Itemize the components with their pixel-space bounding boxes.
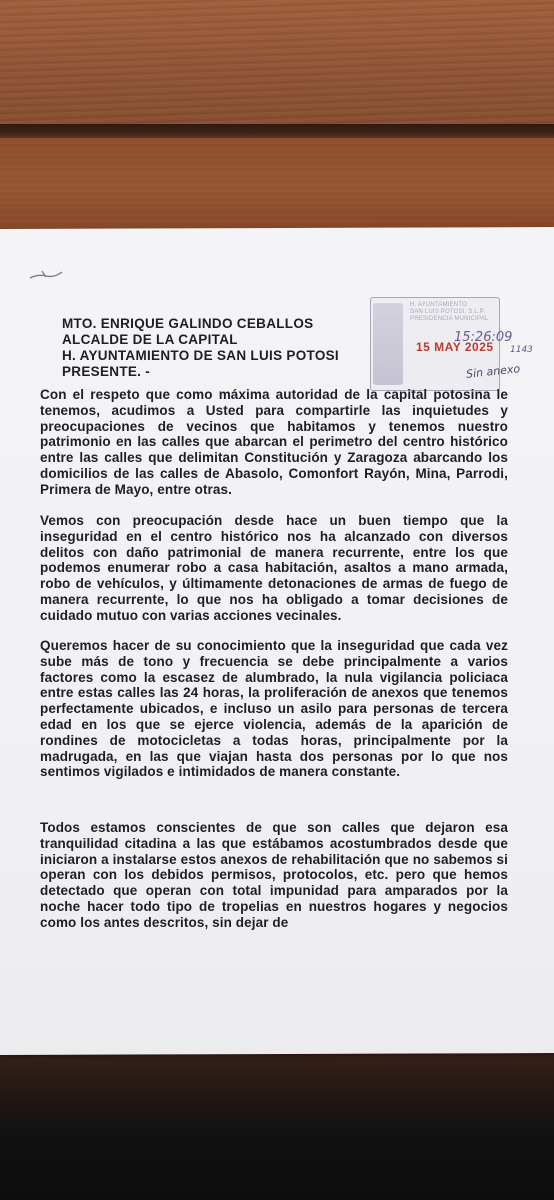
stamp-handwritten-number: 15:26:09: [454, 330, 513, 345]
stamp-header-line: H. AYUNTAMIENTO: [410, 302, 468, 308]
addressee-presente: PRESENTE. -: [62, 364, 151, 379]
seal-icon: [373, 303, 403, 385]
addressee-title: ALCALDE DE LA CAPITAL: [62, 332, 238, 347]
pen-mark-icon: [28, 268, 64, 282]
stamp-handwritten-note: Sin anexo: [465, 362, 521, 381]
addressee-institution: H. AYUNTAMIENTO DE SAN LUIS POTOSI: [62, 348, 339, 363]
table-edge: [0, 124, 554, 138]
paragraph: Vemos con preocupación desde hace un buen tiempo que la inseguridad en el centro histórico nos ha alcanzado con diversos delitos con daño patrimonial de manera recurrente, entre los que podemos enumerar robo a casa habitación, asaltos a mano armada, robo de vehículos, y últimamente detonaciones de armas de fuego de manera recurrente, lo que nos ha obligado a tomar decisiones de cuidado mutuo con varias acciones vecinales.: [40, 513, 508, 623]
dark-floor-background: [0, 1050, 554, 1200]
stamp-date: 15 MAY 2025: [416, 340, 494, 354]
addressee-name: MTO. ENRIQUE GALINDO CEBALLOS: [62, 316, 314, 331]
stamp-header: [410, 302, 530, 323]
stamp-header-line: PRESIDENCIA MUNICIPAL: [410, 316, 489, 322]
paragraph: Queremos hacer de su conocimiento que la inseguridad que cada vez sube más de tono y frecuencia se debe principalmente a varios factores como la escasez de alumbrado, la nula vigilancia policiaca entre estas calles las 24 horas, la proliferación de anexos que tenemos perfectamente ubicados, e incluso un asilo para personas de tercera edad en los que se ejerce violencia, además de la aparición de rondines de motocicletas a todas horas, principalmente por la madrugada, en las que viajan hasta dos personas por lo que nos sentimos vigilados e intimidados de manera constante.: [40, 638, 508, 780]
addressee-block: [62, 316, 339, 380]
stamp-header-line: SAN LUIS POTOSI, S.L.P.: [410, 309, 486, 315]
reception-stamp: [370, 297, 548, 392]
table-front-panel: [0, 138, 554, 233]
paragraph: Todos estamos conscientes de que son calles que dejaron esa tranquilidad citadina a las que estábamos acostumbrados desde que iniciaron a instalarse estos anexos de rehabilitación que no sabemos si operan con los debidos permisos, protocolos, etc. pero que hemos detectado que operan con total impunidad para amparados por la noche hacer todo tipo de tropelias en nuestros hogares y negocios como los antes descritos, sin dejar de: [40, 820, 508, 930]
paragraph: Con el respeto que como máxima autoridad de la capital potosina le tenemos, acudimos a Usted para compartirle las inquietudes y preocupaciones de vecinos que habitamos y tenemos nuestro patrimonio en las calles que abarcan el perimetro del centro histórico entre las calles que delimitan Constitución y Zaragoza abarcando los domicilios de las calles de Abasolo, Comonfort Rayón, Mina, Parrodi, Primera de Mayo, entre otras.: [40, 387, 508, 497]
stamp-handwritten-time: 1143: [510, 345, 533, 355]
